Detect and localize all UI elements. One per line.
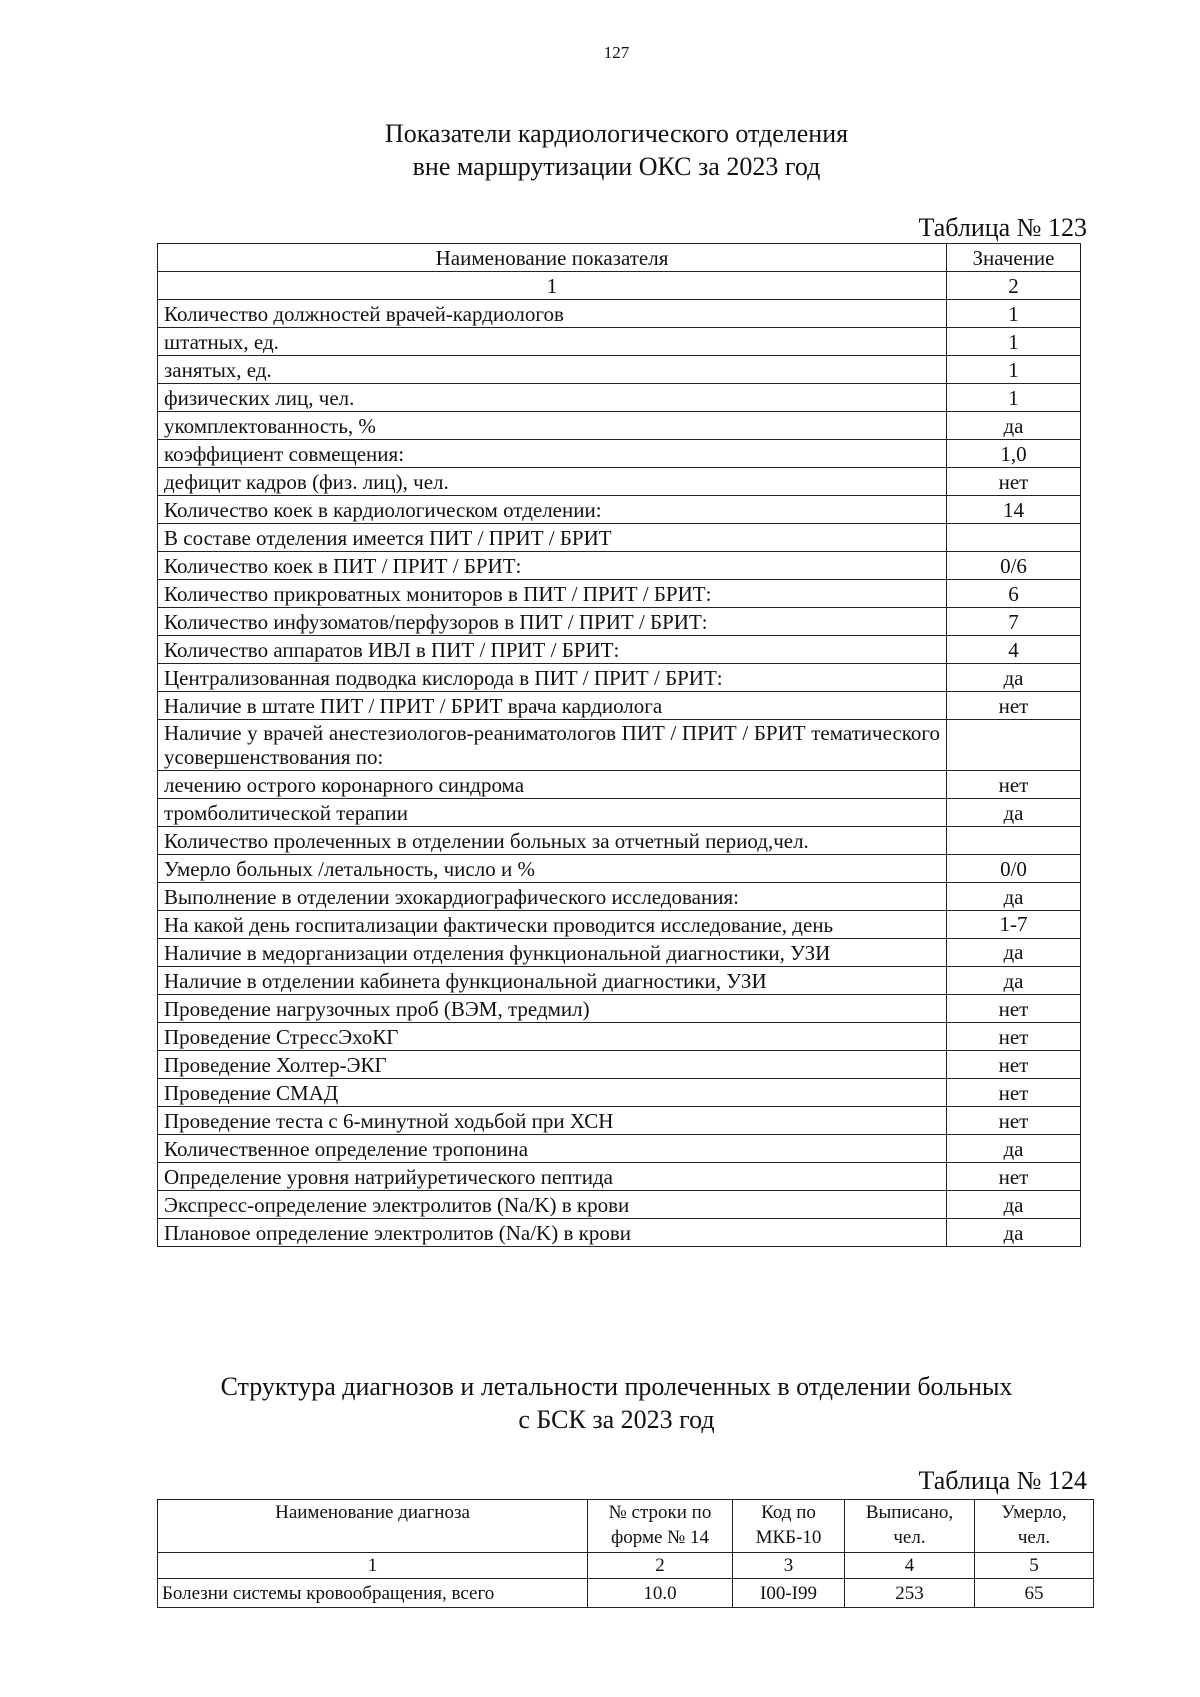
indicator-value: нет: [947, 1107, 1081, 1135]
header-text: № строки по: [608, 1502, 712, 1523]
indicator-row: [158, 552, 1081, 580]
header-text: Выписано,: [865, 1502, 954, 1523]
indicator-name: Количество должностей врачей-кардиологов: [158, 300, 947, 328]
indicator-name: Наличие в медорганизации отделения функциональной диагностики, УЗИ: [158, 939, 947, 967]
indicator-value: 1: [947, 384, 1081, 412]
indicator-name: Наличие в отделении кабинета функциональной диагностики, УЗИ: [158, 967, 947, 995]
indicator-name: Количественное определение тропонина: [158, 1135, 947, 1163]
indicator-row: [158, 883, 1081, 911]
indicator-name: дефицит кадров (физ. лиц), чел.: [158, 468, 947, 496]
indicator-row: [158, 468, 1081, 496]
column-number: 4: [845, 1553, 975, 1579]
indicator-row: [158, 827, 1081, 855]
header-text: МКБ-10: [755, 1527, 822, 1548]
indicator-name: Проведение нагрузочных проб (ВЭМ, тредмил): [158, 995, 947, 1023]
column-header-died: [975, 1500, 1094, 1553]
column-number: 2: [947, 272, 1081, 300]
indicator-value: нет: [947, 1079, 1081, 1107]
indicator-row: [158, 384, 1081, 412]
column-header-diagnosis: [158, 1500, 588, 1553]
indicator-row: [158, 580, 1081, 608]
indicator-name: Проведение СМАД: [158, 1079, 947, 1107]
indicator-row: [158, 608, 1081, 636]
indicator-row: [158, 1051, 1081, 1079]
indicator-name: штатных, ед.: [158, 328, 947, 356]
indicator-name: В составе отделения имеется ПИТ / ПРИТ / БРИТ: [158, 524, 947, 552]
indicator-row: [158, 496, 1081, 524]
indicator-row: [158, 1219, 1081, 1247]
header-text: форме № 14: [610, 1527, 710, 1548]
indicator-name: Наличие у врачей анестезиологов-реаниматологов ПИТ / ПРИТ / БРИТ тематического усовершенствования по:: [158, 720, 947, 771]
cardiology-indicators-table: [157, 243, 1081, 1247]
indicator-name: Количество коек в кардиологическом отделении:: [158, 496, 947, 524]
indicator-name: укомплектованность, %: [158, 412, 947, 440]
diagnosis-name: Болезни системы кровообращения, всего: [158, 1579, 588, 1608]
indicator-row: [158, 1107, 1081, 1135]
indicator-name: лечению острого коронарного синдрома: [158, 771, 947, 799]
indicator-value: нет: [947, 771, 1081, 799]
form-line-number: 10.0: [588, 1579, 733, 1608]
indicator-value: да: [947, 799, 1081, 827]
indicator-value: 0/6: [947, 552, 1081, 580]
indicator-name: Наличие в штате ПИТ / ПРИТ / БРИТ врача кардиолога: [158, 692, 947, 720]
column-number: 5: [975, 1553, 1094, 1579]
indicator-name: Определение уровня натрийуретического пептида: [158, 1163, 947, 1191]
column-number: 2: [588, 1553, 733, 1579]
indicator-value: нет: [947, 1163, 1081, 1191]
icd-code: I00-I99: [733, 1579, 845, 1608]
column-number: 3: [733, 1553, 845, 1579]
indicator-value: нет: [947, 692, 1081, 720]
indicator-value: да: [947, 939, 1081, 967]
indicator-row: [158, 995, 1081, 1023]
column-header-icd-code: [733, 1500, 845, 1553]
indicator-row: [158, 692, 1081, 720]
column-header-value: Значение: [947, 244, 1081, 272]
indicator-value: 1: [947, 328, 1081, 356]
indicator-row: [158, 440, 1081, 468]
indicator-name: Проведение СтрессЭхоКГ: [158, 1023, 947, 1051]
indicator-row: [158, 1191, 1081, 1219]
indicator-name: Количество прикроватных мониторов в ПИТ / ПРИТ / БРИТ:: [158, 580, 947, 608]
indicator-value: 1: [947, 356, 1081, 384]
indicator-row: [158, 1023, 1081, 1051]
indicator-value: да: [947, 1135, 1081, 1163]
indicator-value: да: [947, 1219, 1081, 1247]
indicator-row: [158, 771, 1081, 799]
indicator-row: [158, 636, 1081, 664]
indicator-value: 0/0: [947, 855, 1081, 883]
indicator-value: да: [947, 664, 1081, 692]
indicator-row: [158, 412, 1081, 440]
indicator-value: нет: [947, 1023, 1081, 1051]
indicator-name: Экспресс-определение электролитов (Na/K) в крови: [158, 1191, 947, 1219]
indicator-value: нет: [947, 468, 1081, 496]
table-124-caption: Таблица № 124: [918, 1466, 1087, 1495]
indicator-name: Количество инфузоматов/перфузоров в ПИТ / ПРИТ / БРИТ:: [158, 608, 947, 636]
column-header-form-line: [588, 1500, 733, 1553]
table-124-title-line1: Структура диагнозов и летальности пролеченных в отделении больных: [220, 1372, 1013, 1401]
indicator-value: [947, 720, 1081, 771]
indicator-name: Умерло больных /летальность, число и %: [158, 855, 947, 883]
indicator-value: нет: [947, 995, 1081, 1023]
indicator-name: Проведение Холтер-ЭКГ: [158, 1051, 947, 1079]
header-text: Умерло,: [1001, 1502, 1067, 1523]
indicator-row: [158, 664, 1081, 692]
indicator-name: Количество коек в ПИТ / ПРИТ / БРИТ:: [158, 552, 947, 580]
indicator-name: коэффициент совмещения:: [158, 440, 947, 468]
indicator-row: [158, 911, 1081, 939]
indicator-value: 1: [947, 300, 1081, 328]
indicator-row: [158, 967, 1081, 995]
indicator-name: Централизованная подводка кислорода в ПИТ / ПРИТ / БРИТ:: [158, 664, 947, 692]
indicator-value: да: [947, 412, 1081, 440]
indicator-value: [947, 524, 1081, 552]
column-header-discharged: [845, 1500, 975, 1553]
indicator-row: [158, 1079, 1081, 1107]
indicator-value: 7: [947, 608, 1081, 636]
indicator-name: Плановое определение электролитов (Na/K) в крови: [158, 1219, 947, 1247]
indicator-row: [158, 1135, 1081, 1163]
header-text: Код по: [761, 1502, 816, 1523]
page-number: 127: [603, 43, 630, 62]
indicator-row: [158, 855, 1081, 883]
column-number: 1: [158, 272, 947, 300]
indicator-row: [158, 356, 1081, 384]
indicator-value: да: [947, 883, 1081, 911]
indicator-value: да: [947, 1191, 1081, 1219]
indicator-row: [158, 524, 1081, 552]
table-123-caption: Таблица № 123: [918, 213, 1087, 242]
indicator-row: [158, 1163, 1081, 1191]
column-number-row: [158, 1553, 1094, 1579]
indicator-row: [158, 300, 1081, 328]
column-header-indicator: Наименование показателя: [158, 244, 947, 272]
header-text: чел.: [1017, 1527, 1051, 1548]
table-123-title-line1: Показатели кардиологического отделения: [384, 119, 849, 148]
diagnosis-structure-table: [157, 1499, 1094, 1608]
table-124-title-line2: с БСК за 2023 год: [518, 1405, 715, 1434]
indicator-name: Выполнение в отделении эхокардиографического исследования:: [158, 883, 947, 911]
diagnosis-row: [158, 1579, 1094, 1608]
column-number-row: [158, 272, 1081, 300]
table-header-row: [158, 244, 1081, 272]
indicator-value: 4: [947, 636, 1081, 664]
indicator-name: занятых, ед.: [158, 356, 947, 384]
header-text: чел.: [893, 1527, 926, 1548]
indicator-value: нет: [947, 1051, 1081, 1079]
header-text: Наименование диагноза: [275, 1502, 470, 1523]
table-123-title: [0, 117, 1200, 183]
indicator-row: [158, 939, 1081, 967]
died-count: 65: [975, 1579, 1094, 1608]
indicator-value: 6: [947, 580, 1081, 608]
indicator-name: Количество аппаратов ИВЛ в ПИТ / ПРИТ / БРИТ:: [158, 636, 947, 664]
column-number: 1: [158, 1553, 588, 1579]
indicator-value: 14: [947, 496, 1081, 524]
table-header-row: [158, 1500, 1094, 1553]
indicator-value: 1,0: [947, 440, 1081, 468]
indicator-name: Количество пролеченных в отделении больных за отчетный период,чел.: [158, 827, 947, 855]
indicator-value: 1-7: [947, 911, 1081, 939]
indicator-name: физических лиц, чел.: [158, 384, 947, 412]
indicator-name: На какой день госпитализации фактически проводится исследование, день: [158, 911, 947, 939]
indicator-value: да: [947, 967, 1081, 995]
indicator-row: [158, 720, 1081, 771]
indicator-name: Проведение теста с 6-минутной ходьбой при ХСН: [158, 1107, 947, 1135]
indicator-name: тромболитической терапии: [158, 799, 947, 827]
indicator-value: [947, 827, 1081, 855]
table-124-title: [0, 1370, 1200, 1436]
indicator-row: [158, 799, 1081, 827]
indicator-row: [158, 328, 1081, 356]
discharged-count: 253: [845, 1579, 975, 1608]
table-123-title-line2: вне маршрутизации ОКС за 2023 год: [412, 152, 821, 181]
